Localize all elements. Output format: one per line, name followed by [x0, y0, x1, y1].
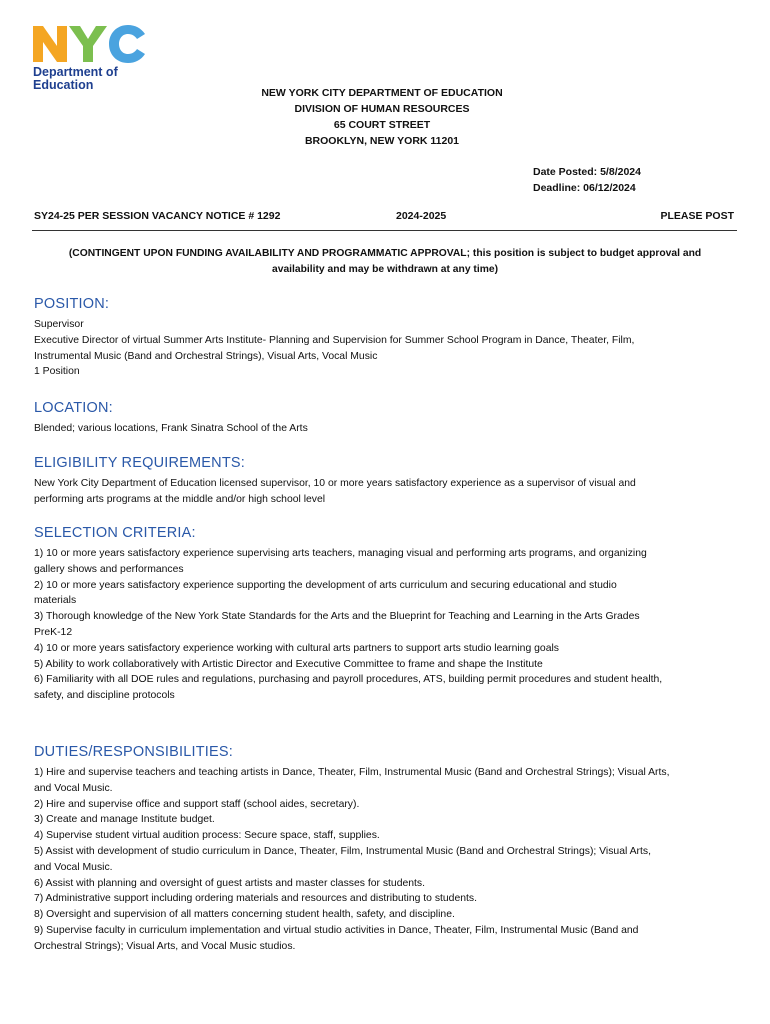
notice-number: SY24-25 PER SESSION VACANCY NOTICE # 1292 — [34, 210, 281, 222]
text-line: 5) Ability to work collaboratively with Artistic Director and Executive Committee to frame and shape the Institute — [34, 658, 543, 670]
text-line: gallery shows and performances — [34, 563, 184, 575]
contingent-line-2: availability and may be withdrawn at any time) — [271, 264, 499, 275]
office-header — [232, 85, 532, 149]
text-line: 3) Thorough knowledge of the New York State Standards for the Arts and the Blueprint for Teaching and Learning in the Arts Grades — [34, 611, 640, 623]
date-posted: Date Posted: 5/8/2024 — [533, 166, 641, 178]
duties-section — [34, 744, 739, 955]
text-line: 8) Oversight and supervision of all matters concerning student health, safety, and discipline. — [34, 909, 455, 921]
text-line: PreK-12 — [34, 626, 73, 638]
selection-body — [34, 546, 739, 704]
text-line: Supervisor — [34, 319, 84, 330]
text-line: 6) Assist with planning and oversight of guest artists and master classes for students. — [34, 877, 425, 889]
text-line: 1 Position — [34, 366, 80, 378]
notice-row — [34, 210, 734, 228]
text-line: Blended; various locations, Frank Sinatra School of the Arts — [34, 423, 308, 434]
text-line: 6) Familiarity with all DOE rules and regulations, purchasing and payroll procedures, ATS, building permit procedures and student health, — [34, 674, 663, 686]
text-line: and Vocal Music. — [34, 861, 113, 873]
divider — [32, 230, 737, 231]
text-line: New York City Department of Education licensed supervisor, 10 or more years satisfactory experience as a supervisor of visual and — [34, 478, 636, 489]
text-line: 4) 10 or more years satisfactory experience working with cultural arts partners to support arts studio learning goals — [34, 642, 559, 654]
text-line: 9) Supervise faculty in curriculum implementation and virtual studio activities in Dance, Theater, Film, Instrumental Music (Band and — [34, 924, 639, 936]
position-body — [34, 317, 739, 380]
location-section — [34, 400, 739, 437]
position-section — [34, 296, 739, 380]
text-line: Executive Director of virtual Summer Arts Institute- Planning and Supervision for Summer School Program in Dance, Theater, Film, — [34, 334, 635, 346]
text-line: 2) 10 or more years satisfactory experience supporting the development of arts curriculum and securing educational and studio — [34, 579, 617, 591]
text-line: 2) Hire and supervise office and support staff (school aides, secretary). — [34, 798, 360, 810]
header-line-3: 65 COURT STREET — [333, 119, 431, 131]
text-line: performing arts programs at the middle and/or high school level — [34, 493, 326, 505]
deadline: Deadline: 06/12/2024 — [533, 182, 636, 194]
contingent-notice — [40, 246, 730, 278]
text-line: 1) 10 or more years satisfactory experience supervising arts teachers, managing visual and performing arts programs, and organizing — [34, 548, 647, 559]
header-line-1: NEW YORK CITY DEPARTMENT OF EDUCATION — [261, 87, 503, 99]
dates-block — [533, 164, 641, 196]
eligibility-section — [34, 455, 739, 508]
location-heading: LOCATION: — [34, 400, 113, 416]
school-year: 2024-2025 — [396, 210, 447, 222]
selection-section — [34, 525, 739, 704]
logo-text: Department of Education — [33, 65, 118, 92]
please-post: PLEASE POST — [660, 210, 734, 222]
text-line: Orchestral Strings); Visual Arts, and Vocal Music studios. — [34, 940, 296, 952]
nyc-wordmark-icon — [33, 22, 153, 64]
position-heading: POSITION: — [34, 296, 110, 312]
selection-heading: SELECTION CRITERIA: — [34, 525, 196, 541]
eligibility-body — [34, 476, 739, 508]
text-line: 7) Administrative support including ordering materials and resources and distributing to students. — [34, 893, 477, 905]
header-line-4: BROOKLYN, NEW YORK 11201 — [304, 135, 460, 147]
eligibility-heading: ELIGIBILITY REQUIREMENTS: — [34, 455, 246, 471]
header-line-2: DIVISION OF HUMAN RESOURCES — [294, 103, 470, 115]
text-line: 1) Hire and supervise teachers and teaching artists in Dance, Theater, Film, Instrumental Music (Band and Orchestral Strings); Visual Arts, — [34, 767, 670, 778]
contingent-line-1: (CONTINGENT UPON FUNDING AVAILABILITY AND PROGRAMMATIC APPROVAL; this position is subject to budget approval and — [68, 248, 702, 259]
text-line: 3) Create and manage Institute budget. — [34, 814, 215, 826]
text-line: materials — [34, 595, 77, 607]
text-line: 5) Assist with development of studio curriculum in Dance, Theater, Film, Instrumental Music (Band and Orchestral Strings); Visual Arts, — [34, 845, 651, 857]
location-body — [34, 421, 739, 437]
nyc-doe-logo — [33, 22, 153, 98]
duties-heading: DUTIES/RESPONSIBILITIES: — [34, 744, 233, 760]
duties-body — [34, 765, 739, 955]
text-line: Instrumental Music (Band and Orchestral Strings), Visual Arts, Vocal Music — [34, 350, 378, 362]
text-line: 4) Supervise student virtual audition process: Secure space, staff, supplies. — [34, 830, 380, 842]
text-line: safety, and discipline protocols — [34, 690, 175, 702]
text-line: and Vocal Music. — [34, 782, 113, 794]
